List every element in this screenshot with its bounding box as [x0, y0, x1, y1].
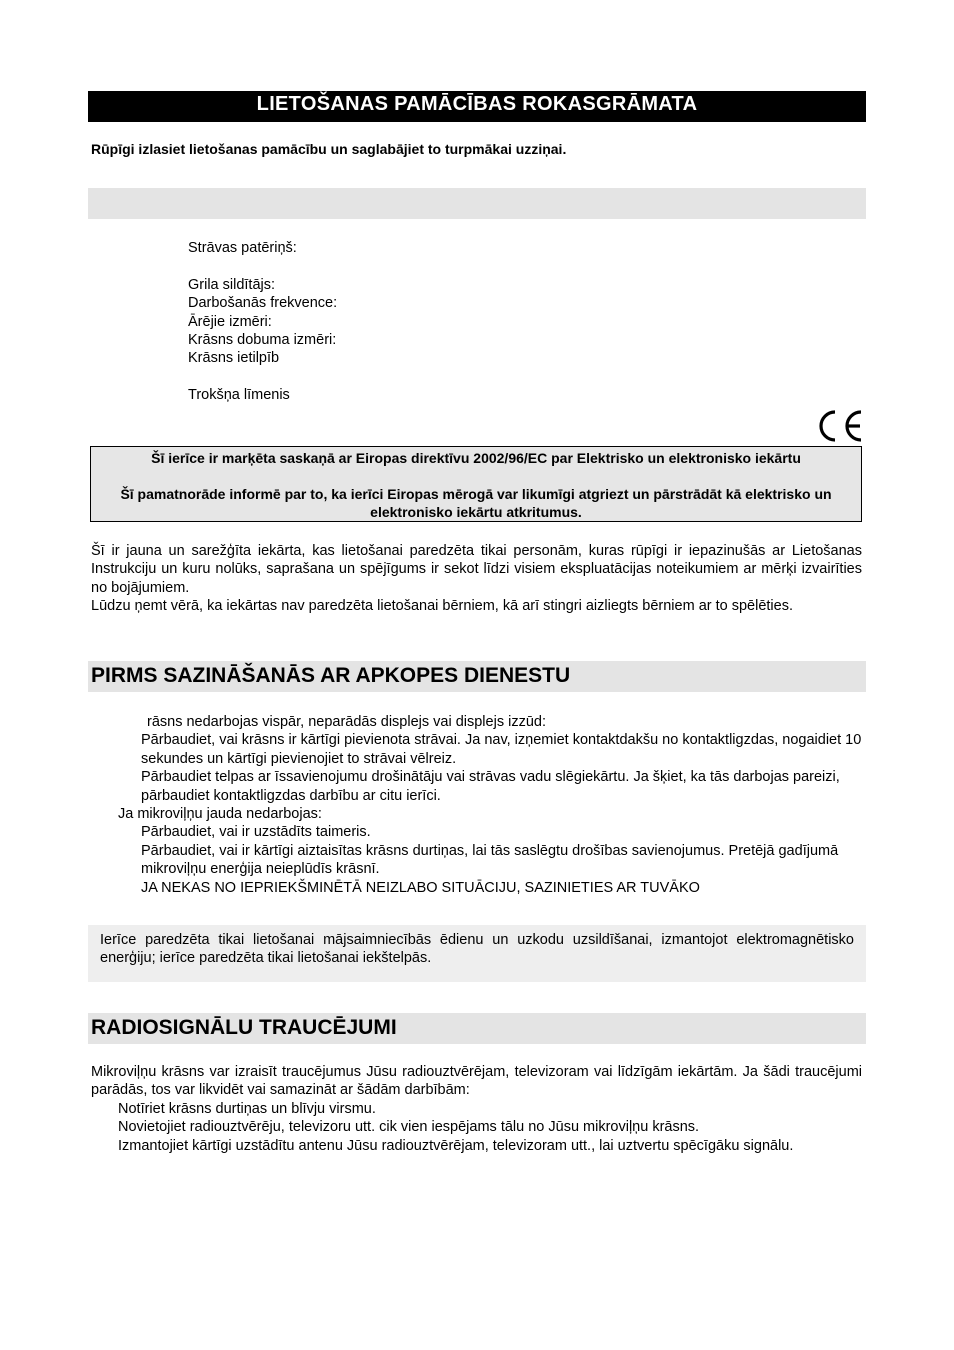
radio-section-heading: RADIOSIGNĀLU TRAUCĒJUMI [88, 1013, 866, 1044]
spec-operating-frequency: Darbošanās frekvence: [188, 295, 338, 312]
radio-section-text [91, 1063, 862, 1155]
specs-list [188, 239, 337, 405]
service-item-2c: JA NEKAS NO IEPRIEKŠMINĒTĀ NEIZLABO SITUĀCIJU, SAZINIETIES AR TUVĀKO [141, 879, 700, 896]
weee-notice-box [90, 446, 862, 522]
warning-paragraph-2: Lūdzu ņemt vērā, ka iekārtas nav paredzēta lietošanai bērniem, kā arī stingri aizliegts bērniem ar to spēlēties. [91, 598, 793, 615]
specs-header-bar [88, 188, 866, 219]
radio-intro: Mikroviļņu krāsns var izraisīt traucējumus Jūsu radiouztvērējam, televizoram vai līdzīgām iekārtām. Ja šādi traucējumi parādās, tos var likvidēt vai samazināt ar šādām darbībām: [91, 1064, 862, 1099]
spec-power-consumption: Strāvas patēriņš: [188, 240, 297, 256]
spec-grill-heater: Grila sildītājs: [188, 276, 276, 293]
intro-text: Rūpīgi izlasiet lietošanas pamācību un saglabājiet to turpmākai uzziņai. [91, 141, 567, 157]
warning-paragraph-1: Šī ir jauna un sarežģīta iekārta, kas lietošanai paredzēta tikai personām, kuras rūpīgi ir iepazinušās ar Lietošanas Instrukciju un kuru nolūks, saprašana un spējīgums ir sekot līdzi visiem ekspluatācijas noteikumiem ar mērķi izvairīties no bojājumiem. [91, 543, 862, 596]
radio-item-2: Novietojiet radiouztvērēju, televizoru utt. cik vien iespējams tālu no Jūsu mikroviļņu krāsns. [118, 1119, 700, 1136]
spec-outer-dimensions: Ārējie izmēri: [188, 313, 272, 330]
usage-note-box: Ierīce paredzēta tikai lietošanai mājsaimniecībās ēdienu un uzkodu uzsildīšanai, izmantojot elektromagnētisko enerģiju; ierīce paredzēta tikai lietošanai iekštelpās. [88, 925, 866, 982]
radio-item-1: Notīriet krāsns durtiņas un blīvju virsmu. [118, 1100, 376, 1117]
ce-mark-icon [815, 408, 865, 444]
radio-item-3: Izmantojiet kārtīgi uzstādītu antenu Jūsu radiouztvērējam, televizoram utt., lai uztvertu spēcīgāku signālu. [118, 1137, 794, 1154]
service-item-1a: Pārbaudiet, vai krāsns ir kārtīgi pievienota strāvai. Ja nav, izņemiet kontaktdakšu no kontaktligzdas, nogaidiet 10 sekundes un kārtīgi pievienojiet to strāvai vēlreiz. [141, 732, 862, 767]
page-title: LIETOŠANAS PAMĀCĪBAS ROKASGRĀMATA [88, 91, 866, 122]
service-section-heading: PIRMS SAZINĀŠANĀS AR APKOPES DIENESTU [88, 661, 866, 692]
service-item-1: rāsns nedarbojas vispār, neparādās displejs vai displejs izzūd: [147, 714, 546, 730]
service-item-2a: Pārbaudiet, vai ir uzstādīts taimeris. [141, 824, 371, 841]
spec-oven-capacity: Krāsns ietilpīb [188, 350, 280, 367]
service-item-1b: Pārbaudiet telpas ar īssavienojumu drošinātāju vai strāvas vadu slēgiekārtu. Ja šķiet, ka tās darbojas pareizi, pārbaudiet kontaktligzdas darbību ar citu ierīci. [141, 769, 840, 804]
warning-text [91, 542, 862, 616]
weee-notice-line2: Šī pamatnorāde informē par to, ka ierīci Eiropas mērogā var likumīgi atgriezt un pārstrādāt kā elektrisko un elektronisko iekārtu atkritumus. [120, 486, 832, 520]
spec-noise-level: Trokšņa līmenis [188, 387, 290, 404]
service-item-2b: Pārbaudiet, vai ir kārtīgi aiztaisītas krāsns durtiņas, lai tās saslēgtu drošības savienojumus. Pretējā gadījumā mikroviļņu enerģija neieplūdīs krāsnī. [141, 842, 839, 878]
spec-cavity-dimensions: Krāsns dobuma izmēri: [188, 332, 337, 349]
weee-notice-line1: Šī ierīce ir marķēta saskaņā ar Eiropas direktīvu 2002/96/EC par Elektrisko un elektronisko iekārtu [151, 450, 801, 466]
service-item-2: Ja mikroviļņu jauda nedarbojas: [118, 806, 322, 823]
service-checklist [118, 713, 866, 897]
